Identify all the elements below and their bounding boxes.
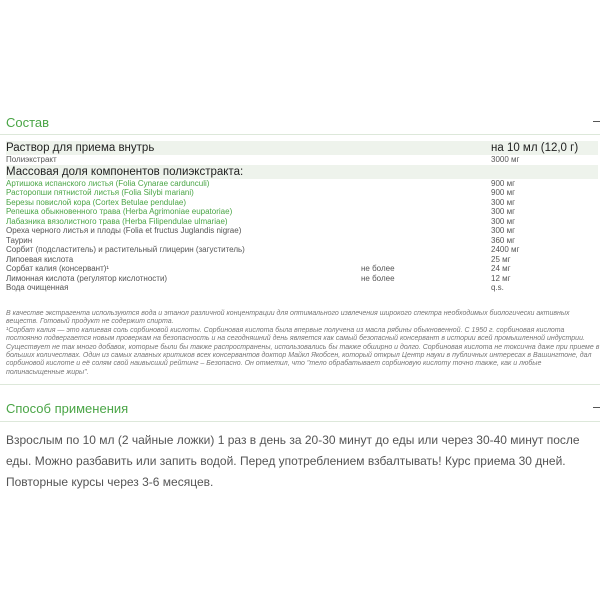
ingredient-qualifier [361,207,491,217]
ingredient-amount: 300 мг [491,216,515,226]
ingredient-name: Вода очищенная [6,283,69,292]
ingredient-qualifier [361,165,491,179]
ingredient-qualifier [361,198,491,208]
composition-row [6,179,598,189]
ingredient-amount: 12 мг [491,273,511,283]
ingredient-name: Раствор для приема внутрь [6,141,361,155]
ingredient-amount: 2400 мг [491,245,520,254]
ingredient-name: Репешка обыкновенного трава (Herba Agrimoniae eupatoriae) [6,207,233,216]
ingredient-amount: 360 мг [491,235,515,245]
composition-row [6,264,598,274]
usage-divider [0,421,600,422]
composition-row [6,165,598,179]
ingredient-qualifier [361,226,491,236]
composition-row [6,188,598,198]
composition-header[interactable] [0,112,600,132]
composition-row [6,207,598,217]
usage-text: Взрослым по 10 мл (2 чайные ложки) 1 раз в день за 20-30 минут до еды или через 30-40 минут после еды. Можно разбавить или запить водой. Перед употреблением взбалтывать! Курс приема 30 дней. Повторные курсы через 3-6 месяцев. [6,433,580,489]
ingredient-name: Массовая доля компонентов полиэкстракта: [6,165,361,179]
ingredient-amount: 24 мг [491,264,511,273]
ingredient-name: Лимонная кислота (регулятор кислотности) [6,273,168,283]
ingredient-name: Липоевая кислота [6,254,74,264]
composition-footnotes [6,310,600,377]
collapse-icon[interactable] [593,121,600,122]
ingredient-qualifier: не более [361,264,395,273]
composition-row [6,155,598,165]
ingredient-qualifier: не более [361,273,395,283]
ingredient-name: Полиэкстракт [6,155,57,164]
ingredient-qualifier [361,179,491,189]
usage-instructions [6,430,596,493]
usage-top-divider [0,384,600,385]
composition-row [6,274,598,284]
usage-header[interactable] [0,398,600,418]
ingredient-name: Ореха черного листья и плоды (Folia et fructus Juglandis nigrae) [6,226,242,235]
ingredient-amount: 300 мг [491,197,515,207]
ingredient-qualifier [361,188,491,198]
ingredient-amount: q.s. [491,283,504,292]
ingredient-qualifier [361,141,491,155]
composition-table [6,141,598,293]
ingredient-name: Артишока испанского листья (Folia Cynarae cardunculi) [6,178,210,188]
sorbate-note: ¹Сорбат калия — это калиевая соль сорбиновой кислоты. Сорбиновая кислота была впервые получена из масла рябины обыкновенной. С 1950 г. сорбиновая кислота постоянно подвергается новым проверкам на безопасность и на сегодняшний день является как самый безопасный консервант в истории всей промышленной индустрии. Существует не так много добавок, которые были бы также распространены, использовались бы также обширно и долго. Сорбиновая кислота не токсична даже при приеме в больших количествах. Один из самых главных критиков всех консервантов доктор Майкл Якобсен, который открыл Центр науки в публичных интересах в Вашингтоне, дал сорбиновой кислоте и её солям свой наивысший рейтинг – Безопасно. Он отметил, что "тело обрабатывает сорбиновую кислоту точно также, как и любые полинасыщенные жиры". [6,326,600,376]
ingredient-amount: 300 мг [491,207,515,216]
ingredient-qualifier [361,217,491,227]
ingredient-amount: на 10 мл (12,0 г) [491,141,598,155]
ingredient-qualifier [361,245,491,255]
composition-row [6,283,598,293]
ingredient-amount: 900 мг [491,188,515,197]
ingredient-qualifier [361,255,491,265]
ingredient-name: Сорбит (подсластитель) и растительный глицерин (загуститель) [6,245,245,254]
composition-row [6,217,598,227]
composition-divider [0,134,600,135]
ingredient-name: Лабазника вязолистного трава (Herba Filipendulae ulmariae) [6,216,228,226]
composition-row [6,198,598,208]
composition-row [6,245,598,255]
ingredient-amount: 900 мг [491,178,515,188]
composition-row [6,255,598,265]
ingredient-qualifier [361,236,491,246]
ingredient-name: Сорбат калия (консервант)¹ [6,264,110,273]
ingredient-name: Таурин [6,235,33,245]
composition-row [6,226,598,236]
ingredient-qualifier [361,155,491,165]
ingredient-amount: 300 мг [491,226,515,235]
ingredient-amount: 3000 мг [491,155,520,164]
ingredient-amount [491,165,598,179]
ingredient-amount: 25 мг [491,254,511,264]
usage-title: Способ применения [6,400,129,416]
composition-title: Состав [6,114,50,130]
composition-row [6,141,598,155]
collapse-icon[interactable] [593,407,600,408]
ingredient-qualifier [361,283,491,293]
ingredient-name: Березы повислой кора (Cortex Betulae pendulae) [6,197,187,207]
extractant-note: В качестве экстрагента используются вода и этанол различной концентрации для оптимального извлечения широкого спектра необходимых биологически активных веществ. Готовый продукт не содержит спирта. [6,310,570,326]
ingredient-name: Расторопши пятнистой листья (Folia Silybi mariani) [6,188,194,197]
composition-row [6,236,598,246]
